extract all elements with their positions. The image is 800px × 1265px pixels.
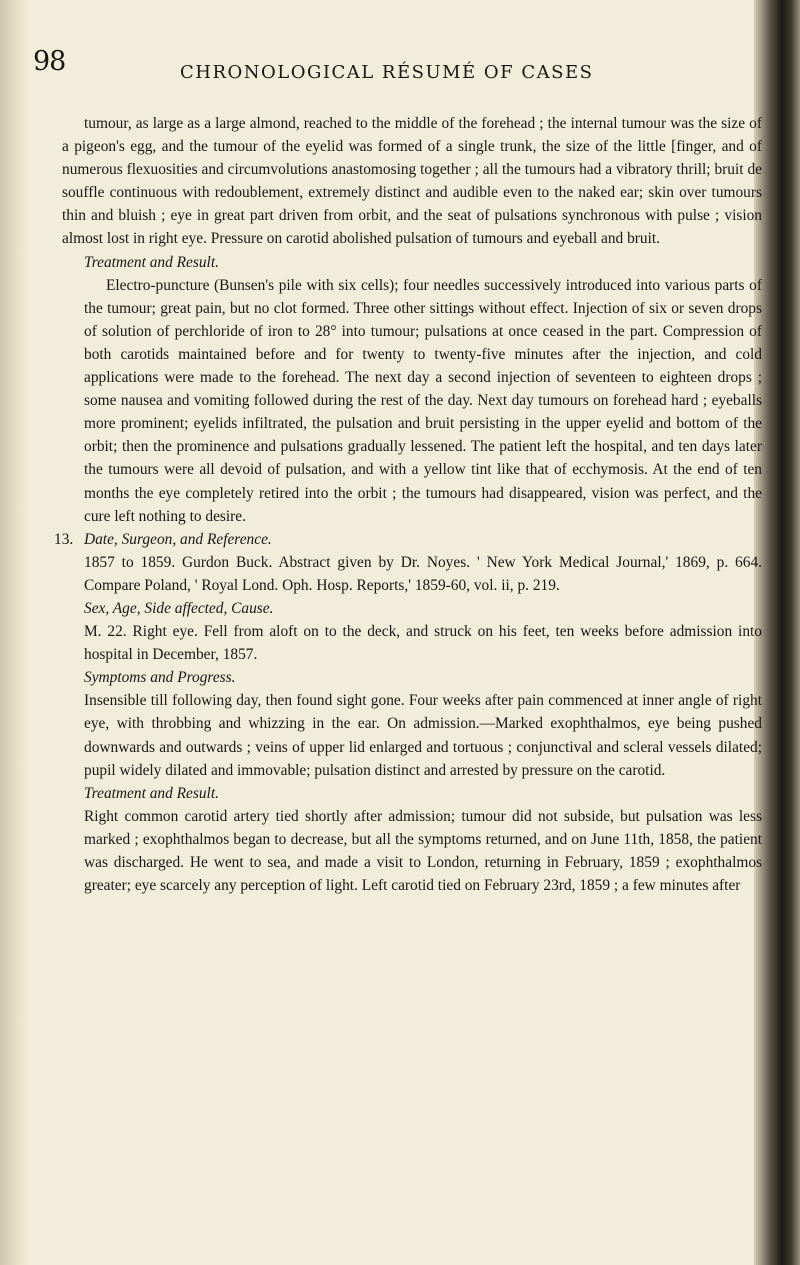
text-column bbox=[54, 112, 762, 897]
case-heading: Date, Surgeon, and Reference. bbox=[84, 530, 272, 548]
treatment-heading-1: Treatment and Result. bbox=[84, 253, 219, 271]
running-title: CHRONOLOGICAL RÉSUMÉ OF CASES bbox=[180, 62, 594, 83]
sex-heading: Sex, Age, Side affected, Cause. bbox=[84, 599, 274, 617]
treatment-paragraph-2: Right common carotid artery tied shortly after admission; tumour did not subside, but pulsation was less marked ; exophthalmos began to decrease, but all the symptoms returned, and on June 11th, 1858, the patient was discharged. He went to sea, and made a visit to London, returning in February, 1859 ; exophthalmos greater; eye scarcely any perception of light. Left carotid tied on February 23rd, 1859 ; a few minutes after bbox=[84, 807, 762, 895]
treatment-heading-2: Treatment and Result. bbox=[84, 784, 219, 802]
symptoms-heading: Symptoms and Progress. bbox=[84, 669, 236, 687]
case-heading-row bbox=[54, 528, 762, 551]
continuation-paragraph: tumour, as large as a large almond, reached to the middle of the forehead ; the internal tumour was the size of a pigeon's egg, and the tumour of the eyelid was formed of a single trunk, the size of the little [finger, and of numerous flexuosities and circumvolutions anastomosing together ; all the tumours had a vibratory thrill; bruit de souffle continuous with redoublement, extremely distinct and audible even to the naked ear; skin over tumours thin and bluish ; eye in great part driven from orbit, and the seat of pulsations synchronous with pulse ; vision almost lost in right eye. Pressure on carotid abolished pulsation of tumours and eyeball and bruit. bbox=[62, 115, 762, 248]
symptoms-paragraph: Insensible till following day, then found sight gone. Four weeks after pain commenced at inner angle of right eye, with throbbing and whizzing in the ear. On admission.—Marked exophthalmos, eye being pushed downwards and outwards ; veins of upper lid enlarged and tortuous ; conjunctival and scleral vessels dilated; pupil widely dilated and immovable; pulsation distinct and arrested by pressure on the carotid. bbox=[84, 692, 762, 779]
page-gutter-shadow bbox=[0, 0, 30, 1265]
case-number: 13. bbox=[54, 530, 74, 548]
treatment-paragraph-1: Electro-puncture (Bunsen's pile with six cells); four needles successively introduced into various parts of the tumour; great pain, but no clot formed. Three other sittings without effect. Injection of six or seven drops of solution of perchloride of iron to 28° into tumour; pulsations at once ceased in the part. Compression of both carotids maintained before and for twenty to twenty-five minutes after the injection, and cold applications were made to the forehead. The next day a second injection of seventeen to eighteen drops ; some nausea and vomiting followed during the rest of the day. Next day tumours on forehead hard ; eyeballs more prominent; eyelids infiltrated, the pulsation and bruit persisting in the upper eyelid and bottom of the orbit; then the prominence and pulsations gradually lessened. The patient left the hospital, and ten days later the tumours were all devoid of pulsation, and with a yellow tint like that of ecchymosis. At the end of ten months the eye completely retired into the orbit ; the tumours had disappeared, vision was perfect, and the cure left nothing to desire. bbox=[84, 276, 762, 525]
page-number: 98 bbox=[33, 46, 66, 77]
sex-paragraph: M. 22. Right eye. Fell from aloft on to the deck, and struck on his feet, ten weeks before admission into hospital in December, 1857. bbox=[84, 623, 762, 664]
reference-paragraph: 1857 to 1859. Gurdon Buck. Abstract given by Dr. Noyes. ' New York Medical Journal,' 1869, p. 664. Compare Poland, ' Royal Lond. Oph. Hosp. Reports,' 1859-60, vol. ii, p. 219. bbox=[84, 553, 762, 594]
